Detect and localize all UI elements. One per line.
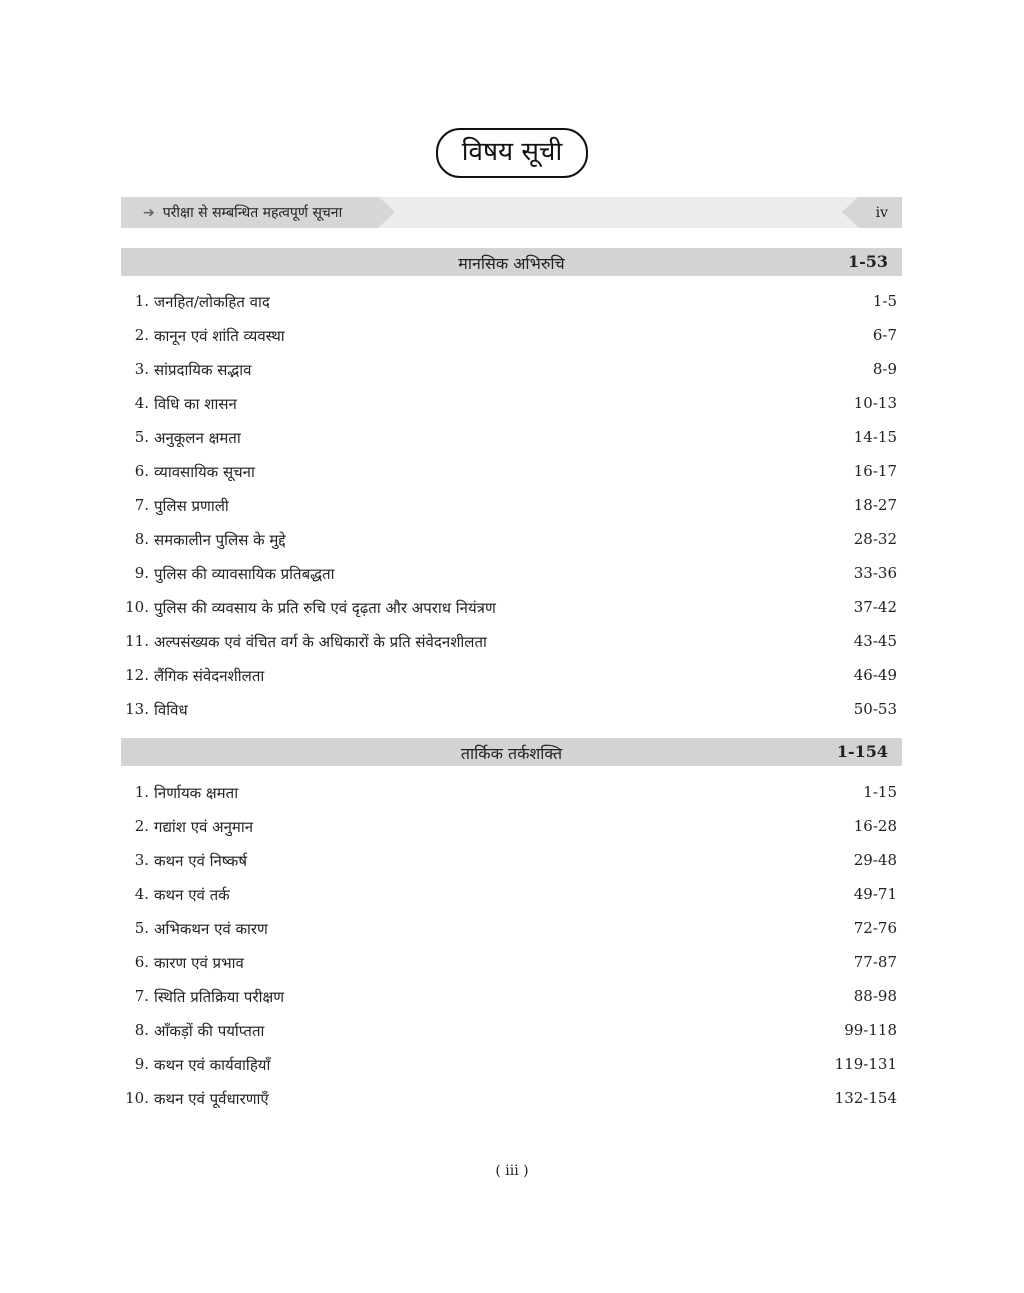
toc-pages: 16-17 [853,462,897,480]
toc-number: 9. [134,1055,149,1073]
toc-row[interactable] [121,598,897,622]
toc-row[interactable] [121,987,897,1011]
toc-number: 11. [125,632,149,650]
toc-label: कथन एवं पूर्वधारणाएँ [154,1090,269,1108]
toc-label: पुलिस की व्यवसाय के प्रति रुचि एवं दृढ़ता और अपराध नियंत्रण [154,599,496,617]
toc-number: 7. [134,496,149,514]
toc-pages: 14-15 [853,428,897,446]
toc-pages: 16-28 [853,817,897,835]
toc-pages: 29-48 [853,851,897,869]
toc-label: पुलिस की व्यावसायिक प्रतिबद्धता [154,565,335,583]
toc-label: विधि का शासन [154,395,237,413]
toc-row[interactable] [121,428,897,452]
toc-number: 5. [134,428,149,446]
exam-info-page: iv [875,204,888,221]
toc-row[interactable] [121,1089,897,1113]
toc-label: कथन एवं कार्यवाहियाँ [154,1056,271,1074]
toc-label: विविध [154,701,188,719]
arrow-right-icon: ➔ [143,204,155,221]
section-title: मानसिक अभिरुचि [458,254,565,273]
toc-number: 1. [134,292,149,310]
toc-row[interactable] [121,1021,897,1045]
toc-pages: 49-71 [853,885,897,903]
toc-number: 12. [125,666,149,684]
exam-info-label-box [121,197,379,228]
toc-pages: 18-27 [853,496,897,514]
toc-number: 3. [134,360,149,378]
toc-number: 8. [134,1021,149,1039]
toc-pages: 1-15 [863,783,897,801]
toc-row[interactable] [121,817,897,841]
toc-label: लैंगिक संवेदनशीलता [154,667,265,685]
toc-row[interactable] [121,1055,897,1079]
toc-pages: 28-32 [853,530,897,548]
toc-number: 9. [134,564,149,582]
exam-info-bar[interactable] [121,197,902,228]
toc-label: आँकड़ों की पर्याप्तता [154,1022,265,1040]
toc-number: 10. [125,598,149,616]
toc-pages: 37-42 [853,598,897,616]
page-number: ( iii ) [495,1163,529,1179]
toc-pages: 46-49 [853,666,897,684]
toc-row[interactable] [121,632,897,656]
toc-row[interactable] [121,851,897,875]
toc-row[interactable] [121,919,897,943]
toc-row[interactable] [121,462,897,486]
toc-label: पुलिस प्रणाली [154,497,229,515]
toc-pages: 10-13 [853,394,897,412]
toc-pages: 99-118 [844,1021,897,1039]
toc-number: 6. [134,953,149,971]
toc-label: अल्पसंख्यक एवं वंचित वर्ग के अधिकारों के प्रति संवेदनशीलता [154,633,487,651]
page-title-wrap [0,128,1024,178]
toc-label: व्यावसायिक सूचना [154,463,255,481]
toc-number: 7. [134,987,149,1005]
toc-pages: 33-36 [853,564,897,582]
toc-number: 1. [134,783,149,801]
section-header-mental-aptitude [121,248,902,276]
section-range: 1-53 [847,252,888,271]
toc-row[interactable] [121,530,897,554]
toc-label: स्थिति प्रतिक्रिया परीक्षण [154,988,285,1006]
toc-pages: 8-9 [872,360,897,378]
toc-row[interactable] [121,953,897,977]
toc-row[interactable] [121,394,897,418]
toc-pages: 43-45 [853,632,897,650]
toc-label: कारण एवं प्रभाव [154,954,244,972]
toc-pages: 72-76 [853,919,897,937]
toc-row[interactable] [121,783,897,807]
toc-label: निर्णायक क्षमता [154,784,239,802]
toc-row[interactable] [121,292,897,316]
toc-number: 6. [134,462,149,480]
toc-pages: 77-87 [853,953,897,971]
toc-label: सांप्रदायिक सद्भाव [154,361,252,379]
toc-row[interactable] [121,326,897,350]
toc-pages: 50-53 [853,700,897,718]
toc-row[interactable] [121,700,897,724]
toc-number: 2. [134,326,149,344]
section-range: 1-154 [836,742,888,761]
toc-pages: 88-98 [853,987,897,1005]
toc-row[interactable] [121,885,897,909]
toc-number: 3. [134,851,149,869]
toc-label: कथन एवं निष्कर्ष [154,852,247,870]
section-title: तार्किक तर्कशक्ति [460,744,563,763]
toc-pages: 6-7 [872,326,897,344]
toc-label: जनहित/लोकहित वाद [154,293,270,311]
toc-pages: 1-5 [872,292,897,310]
toc-pages: 119-131 [834,1055,897,1073]
toc-label: अभिकथन एवं कारण [154,920,268,938]
exam-info-label: परीक्षा से सम्बन्धित महत्वपूर्ण सूचना [162,205,343,221]
toc-label: कानून एवं शांति व्यवस्था [154,327,285,345]
toc-number: 8. [134,530,149,548]
section-header-logical-reasoning [121,738,902,766]
toc-number: 13. [125,700,149,718]
toc-number: 2. [134,817,149,835]
toc-label: अनुकूलन क्षमता [154,429,241,447]
toc-row[interactable] [121,496,897,520]
toc-row[interactable] [121,666,897,690]
toc-row[interactable] [121,360,897,384]
toc-label: कथन एवं तर्क [154,886,230,904]
toc-pages: 132-154 [834,1089,897,1107]
toc-row[interactable] [121,564,897,588]
toc-number: 10. [125,1089,149,1107]
toc-number: 5. [134,919,149,937]
toc-number: 4. [134,394,149,412]
toc-label: समकालीन पुलिस के मुद्दे [154,531,286,549]
page-title: विषय सूची [436,128,588,178]
toc-number: 4. [134,885,149,903]
toc-label: गद्यांश एवं अनुमान [154,818,254,836]
exam-info-page-box [858,197,902,228]
